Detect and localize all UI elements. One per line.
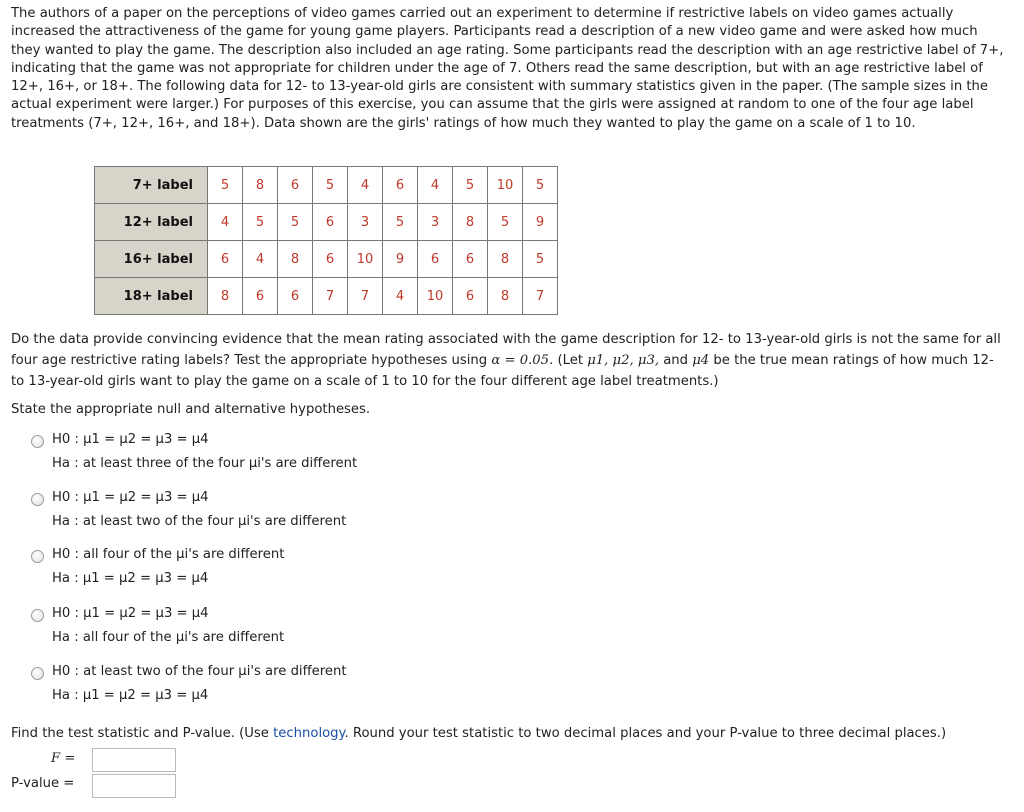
table-cell: 5 xyxy=(313,167,348,204)
table-cell: 6 xyxy=(418,241,453,278)
table-cell: 4 xyxy=(348,167,383,204)
radio-button[interactable] xyxy=(31,493,44,506)
alt-hypothesis: Ha : at least three of the four μi's are different xyxy=(52,456,358,471)
question-part3: be the true mean ratings of how much 12- to 13-year-old girls want to play the game on a scale of 1 to 10 for the four different age label treatments.) xyxy=(11,353,994,389)
table-cell: 8 xyxy=(453,204,488,241)
table-cell: 6 xyxy=(383,167,418,204)
table-cell: 6 xyxy=(278,278,313,315)
find-prompt xyxy=(11,726,946,741)
table-cell: 8 xyxy=(278,241,313,278)
table-cell: 5 xyxy=(383,204,418,241)
table-cell: 6 xyxy=(278,167,313,204)
null-hypothesis: H0 : at least two of the four μi's are different xyxy=(52,664,347,679)
table-cell: 4 xyxy=(208,204,243,241)
row-label: 12+ label xyxy=(95,204,208,241)
table-cell: 4 xyxy=(243,241,278,278)
radio-button[interactable] xyxy=(31,609,44,622)
radio-button[interactable] xyxy=(31,550,44,563)
table-cell: 4 xyxy=(418,167,453,204)
row-label: 18+ label xyxy=(95,278,208,315)
table-row xyxy=(95,278,558,315)
question-part2: . (Let xyxy=(549,353,588,368)
table-cell: 5 xyxy=(488,204,523,241)
alpha-value: α = 0.05 xyxy=(491,353,550,368)
question-text xyxy=(11,329,1011,392)
problem-intro: The authors of a paper on the perceptions of video games carried out an experiment to determine if restrictive labels on video games actually increased the attractiveness of the game for young game players. Participants read a description of a new video game and were asked how much they wanted to play the game. The description also included an age rating. Some participants read the description with an age restrictive label of 7+, indicating that the game was not appropriate for children under the age of 7. Others read the same description, but with an age restrictive label of 12+, 16+, or 18+. The following data for 12- to 13-year-old girls are consistent with summary statistics given in the paper. (The sample sizes in the actual experiment were larger.) For purposes of this exercise, you can assume that the girls were assigned at random to one of the four age label treatments (7+, 12+, 16+, and 18+). Data shown are the girls' ratings of how much they wanted to play the game on a scale of 1 to 10. xyxy=(11,6,1004,131)
question-part1: Do the data provide convincing evidence that the mean rating associated with the game description for 12- to 13-year-old girls is not the same for all four age restrictive rating labels? Test the appropriate hypotheses using xyxy=(11,332,1001,368)
table-cell: 3 xyxy=(418,204,453,241)
table-row xyxy=(95,204,558,241)
table-cell: 7 xyxy=(313,278,348,315)
table-cell: 6 xyxy=(453,241,488,278)
table-cell: 8 xyxy=(488,278,523,315)
mu4: μ4 xyxy=(692,353,710,368)
alt-hypothesis: Ha : all four of the μi's are different xyxy=(52,630,285,645)
mu-list: μ1, μ2, μ3, xyxy=(587,353,660,368)
row-label: 16+ label xyxy=(95,241,208,278)
radio-button[interactable] xyxy=(31,667,44,680)
table-row xyxy=(95,167,558,204)
null-hypothesis: H0 : μ1 = μ2 = μ3 = μ4 xyxy=(52,432,209,447)
table-cell: 5 xyxy=(453,167,488,204)
ratings-table xyxy=(94,166,558,315)
table-cell: 10 xyxy=(348,241,383,278)
table-cell: 7 xyxy=(348,278,383,315)
find-suffix: . Round your test statistic to two decimal places and your P-value to three decimal places.) xyxy=(344,726,947,741)
table-cell: 4 xyxy=(383,278,418,315)
technology-link[interactable]: technology xyxy=(273,726,345,741)
question-and: and xyxy=(659,353,693,368)
table-cell: 10 xyxy=(418,278,453,315)
table-cell: 8 xyxy=(243,167,278,204)
alt-hypothesis: Ha : μ1 = μ2 = μ3 = μ4 xyxy=(52,571,209,586)
table-cell: 9 xyxy=(383,241,418,278)
state-prompt: State the appropriate null and alternative hypotheses. xyxy=(11,402,371,417)
null-hypothesis: H0 : μ1 = μ2 = μ3 = μ4 xyxy=(52,490,209,505)
table-cell: 5 xyxy=(278,204,313,241)
table-cell: 10 xyxy=(488,167,523,204)
alt-hypothesis: Ha : at least two of the four μi's are different xyxy=(52,514,347,529)
table-cell: 6 xyxy=(313,241,348,278)
null-hypothesis: H0 : all four of the μi's are different xyxy=(52,547,285,562)
table-cell: 5 xyxy=(243,204,278,241)
table-cell: 3 xyxy=(348,204,383,241)
table-cell: 7 xyxy=(523,278,558,315)
table-cell: 8 xyxy=(208,278,243,315)
table-cell: 8 xyxy=(488,241,523,278)
p-value-input[interactable] xyxy=(92,774,176,798)
table-cell: 6 xyxy=(243,278,278,315)
row-label: 7+ label xyxy=(95,167,208,204)
null-hypothesis: H0 : μ1 = μ2 = μ3 = μ4 xyxy=(52,606,209,621)
radio-button[interactable] xyxy=(31,435,44,448)
table-cell: 9 xyxy=(523,204,558,241)
f-input[interactable] xyxy=(92,748,176,772)
table-cell: 6 xyxy=(208,241,243,278)
table-cell: 5 xyxy=(523,241,558,278)
table-row xyxy=(95,241,558,278)
alt-hypothesis: Ha : μ1 = μ2 = μ3 = μ4 xyxy=(52,688,209,703)
f-label: F = xyxy=(51,751,76,766)
table-cell: 6 xyxy=(313,204,348,241)
table-cell: 5 xyxy=(523,167,558,204)
table-cell: 5 xyxy=(208,167,243,204)
find-prefix: Find the test statistic and P-value. (Use xyxy=(11,726,274,741)
table-cell: 6 xyxy=(453,278,488,315)
p-value-label: P-value = xyxy=(11,776,75,791)
